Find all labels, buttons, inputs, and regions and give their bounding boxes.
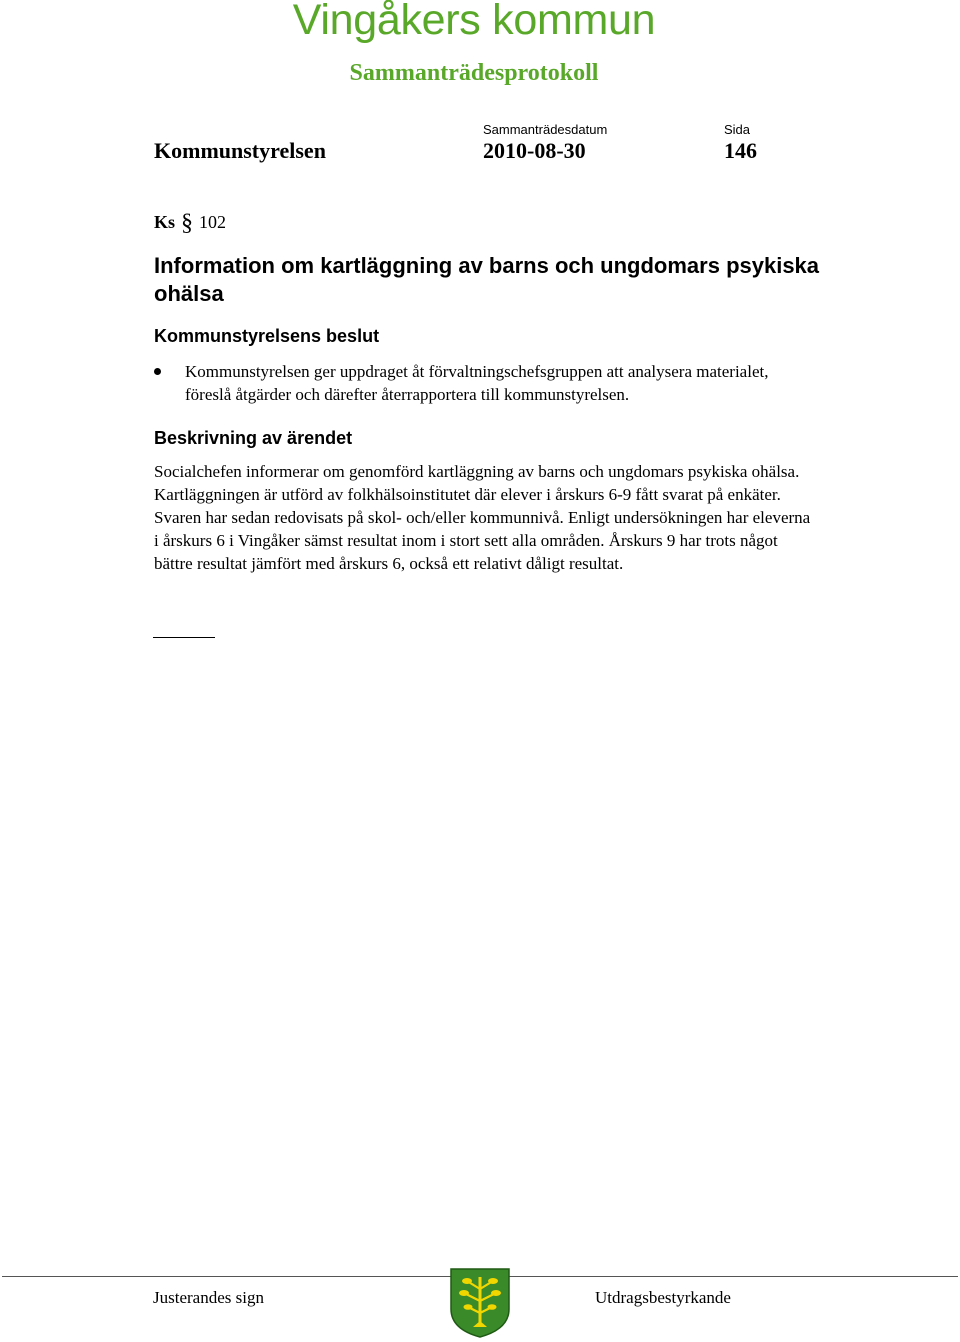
end-line [153,637,215,638]
description-text: Socialchefen informerar om genomförd kartläggning av barns och ungdomars psykiska ohälsa. Kartläggningen är utförd av folkhälsoinstitutet där elever i årskurs 6-9 fått svarat på enkäter. Svaren har sedan redovisats på skol- och/eller kommunnivå. Enligt undersökningen har eleverna i årskurs 6 i Vingåker sämst resultat inom i stort sett alla områden. Årskurs 9 har trots något bättre resultat jämfört med årskurs 6, också ett relativt dåligt resultat. [154,462,811,573]
decision-text: Kommunstyrelsen ger uppdraget åt förvaltningschefsgruppen att analysera materialet, föreslå åtgärder och därefter återrapportera till kommunstyrelsen. [185,362,769,404]
organization-name: Vingåkers kommun [292,0,656,44]
description-heading: Beskrivning av ärendet [154,428,353,448]
paragraph-prefix: Ks [154,212,176,232]
section-sign: § [181,210,194,236]
decision-list [154,360,794,406]
paragraph-reference [154,208,226,235]
page-number: 146 [724,138,757,163]
list-item [154,360,794,406]
page-title: Information om kartläggning av barns och ungdomars psykiska ohälsa [154,253,820,306]
meeting-date: 2010-08-30 [483,138,586,163]
bullet-icon [154,368,161,375]
date-label: Sammanträdesdatum [483,122,608,137]
document-type: Sammanträdesprotokoll [349,60,599,86]
page-label: Sida [724,122,751,137]
decision-heading: Kommunstyrelsens beslut [154,326,380,346]
initials-label: Justerandes sign [153,1288,264,1307]
paragraph-number: 102 [199,212,227,232]
coat-of-arms-icon [449,1267,511,1339]
certification-label: Utdragsbestyrkande [595,1288,731,1307]
body-name: Kommunstyrelsen [154,138,326,163]
